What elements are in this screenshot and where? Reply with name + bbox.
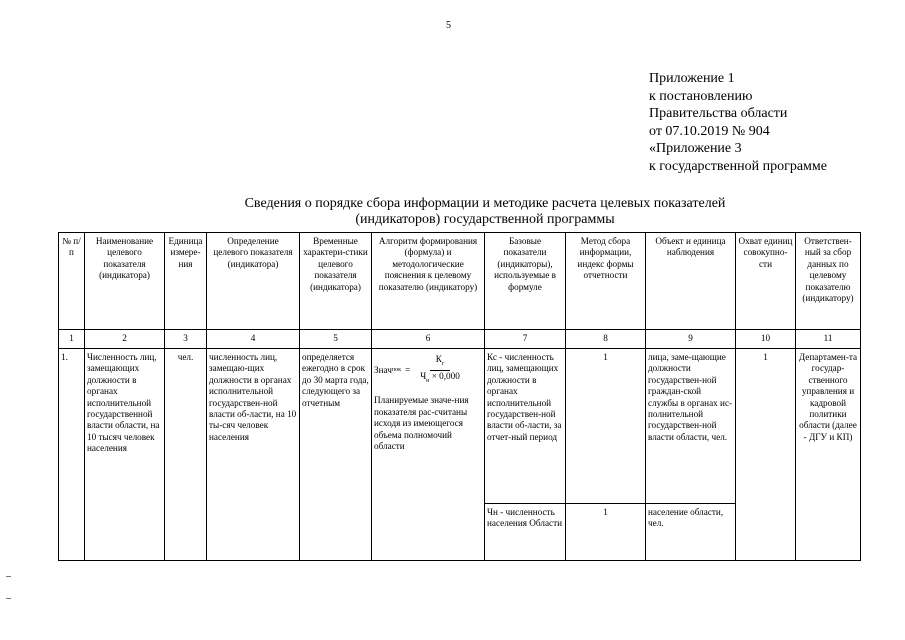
scan-edge-mark — [6, 598, 11, 599]
method-cell: 1 — [566, 349, 646, 504]
scan-edge-mark — [6, 576, 11, 577]
formula-equals: = — [405, 365, 411, 376]
column-number: 6 — [372, 330, 485, 349]
column-number: 8 — [566, 330, 646, 349]
responsible-cell: Департамен-та государ-ственного управления и кадровой политики области (далее - ДГУ и КП) — [796, 349, 861, 561]
formula-numerator — [430, 354, 451, 371]
indicator-name-cell: Численность лиц, замещающих должности в органах исполнительной государственной власти области, на 10 тысяч человек населения — [85, 349, 165, 561]
formula-denominator — [418, 371, 462, 387]
header-cell-num: № п/п — [59, 233, 85, 330]
table-header-row — [59, 233, 861, 330]
column-number: 10 — [736, 330, 796, 349]
column-number: 11 — [796, 330, 861, 349]
appendix-line: к постановлению — [649, 88, 753, 104]
row-number-cell: 1. — [59, 349, 85, 561]
appendix-line: «Приложение 3 — [649, 141, 742, 157]
base-indicator-cell: Кс - численность лиц, замещающих должности в органах исполнительной государствен-ной власти об-ласти, за отчет-ный период — [485, 349, 566, 504]
object-cell: лица, заме-щающие должности государствен-ной граждан-ской службы в органах ис-полнительной государствен-ной власти области, чел. — [646, 349, 736, 504]
header-cell-base: Базовые показатели (индикаторы), используемые в формуле — [485, 233, 566, 330]
base-indicator-cell: Чн - численность населения Области — [485, 504, 566, 561]
document-title — [160, 196, 810, 228]
formula-denominator-symbol: Ч — [420, 371, 427, 382]
column-number-row — [59, 330, 861, 349]
title-line-2: (индикаторов) государственной программы — [355, 212, 615, 227]
header-cell-unit: Единица измере-ния — [165, 233, 207, 330]
coverage-cell: 1 — [736, 349, 796, 561]
column-number: 3 — [165, 330, 207, 349]
header-cell-method: Метод сбора информации, индекс формы отчетности — [566, 233, 646, 330]
algorithm-note: Планируемые значе-ния показателя рас-считаны исходя из имеющегося объема полномочий области — [374, 395, 469, 452]
formula — [374, 354, 482, 387]
appendix-line: Приложение 1 — [649, 71, 735, 86]
formula-fraction — [418, 354, 462, 387]
column-number: 9 — [646, 330, 736, 349]
appendix-line: к государственной программе — [649, 158, 827, 174]
title-line-1: Сведения о порядке сбора информации и методике расчета целевых показателей — [244, 196, 726, 211]
header-cell-name: Наименование целевого показателя (индикатора) — [85, 233, 165, 330]
appendix-line: Правительства области — [649, 106, 788, 122]
header-cell-responsible: Ответствен-ный за сбор данных по целевому показателю (индикатору) — [796, 233, 861, 330]
formula-denominator-sub: н — [426, 378, 430, 385]
header-cell-timing: Временные характери-стики целевого показателя (индикатора) — [300, 233, 372, 330]
table-row — [59, 349, 861, 504]
formula-lhs: Знач — [374, 365, 392, 376]
formula-numerator-sub: г — [441, 360, 445, 367]
column-number: 2 — [85, 330, 165, 349]
column-number: 7 — [485, 330, 566, 349]
timing-cell: определяется ежегодно в срок до 30 марта года, следующего за отчетным — [300, 349, 372, 561]
column-number: 1 — [59, 330, 85, 349]
column-number: 5 — [300, 330, 372, 349]
object-cell: население области, чел. — [646, 504, 736, 561]
formula-denominator-rest: × 0,000 — [431, 371, 460, 382]
header-cell-object: Объект и единица наблюдения — [646, 233, 736, 330]
appendix-block — [649, 70, 827, 176]
header-cell-definition: Определение целевого показателя (индикатора) — [207, 233, 300, 330]
algorithm-cell — [372, 349, 485, 561]
appendix-line: от 07.10.2019 № 904 — [649, 123, 770, 139]
formula-lhs-sub: пок — [391, 367, 401, 374]
header-cell-algorithm: Алгоритм формирования (формула) и методологические пояснения к целевому показателю (индикатору) — [372, 233, 485, 330]
header-cell-coverage: Охват единиц совокупно-сти — [736, 233, 796, 330]
indicators-table — [58, 232, 861, 561]
unit-cell: чел. — [165, 349, 207, 561]
formula-numerator-symbol: К — [435, 354, 442, 364]
column-number: 4 — [207, 330, 300, 349]
page-number: 5 — [446, 20, 451, 31]
definition-cell: численность лиц, замещаю-щих должности в органах исполнительной государствен-ной власти об-ласти, на 10 ты-сяч человек населения — [207, 349, 300, 561]
method-cell: 1 — [566, 504, 646, 561]
